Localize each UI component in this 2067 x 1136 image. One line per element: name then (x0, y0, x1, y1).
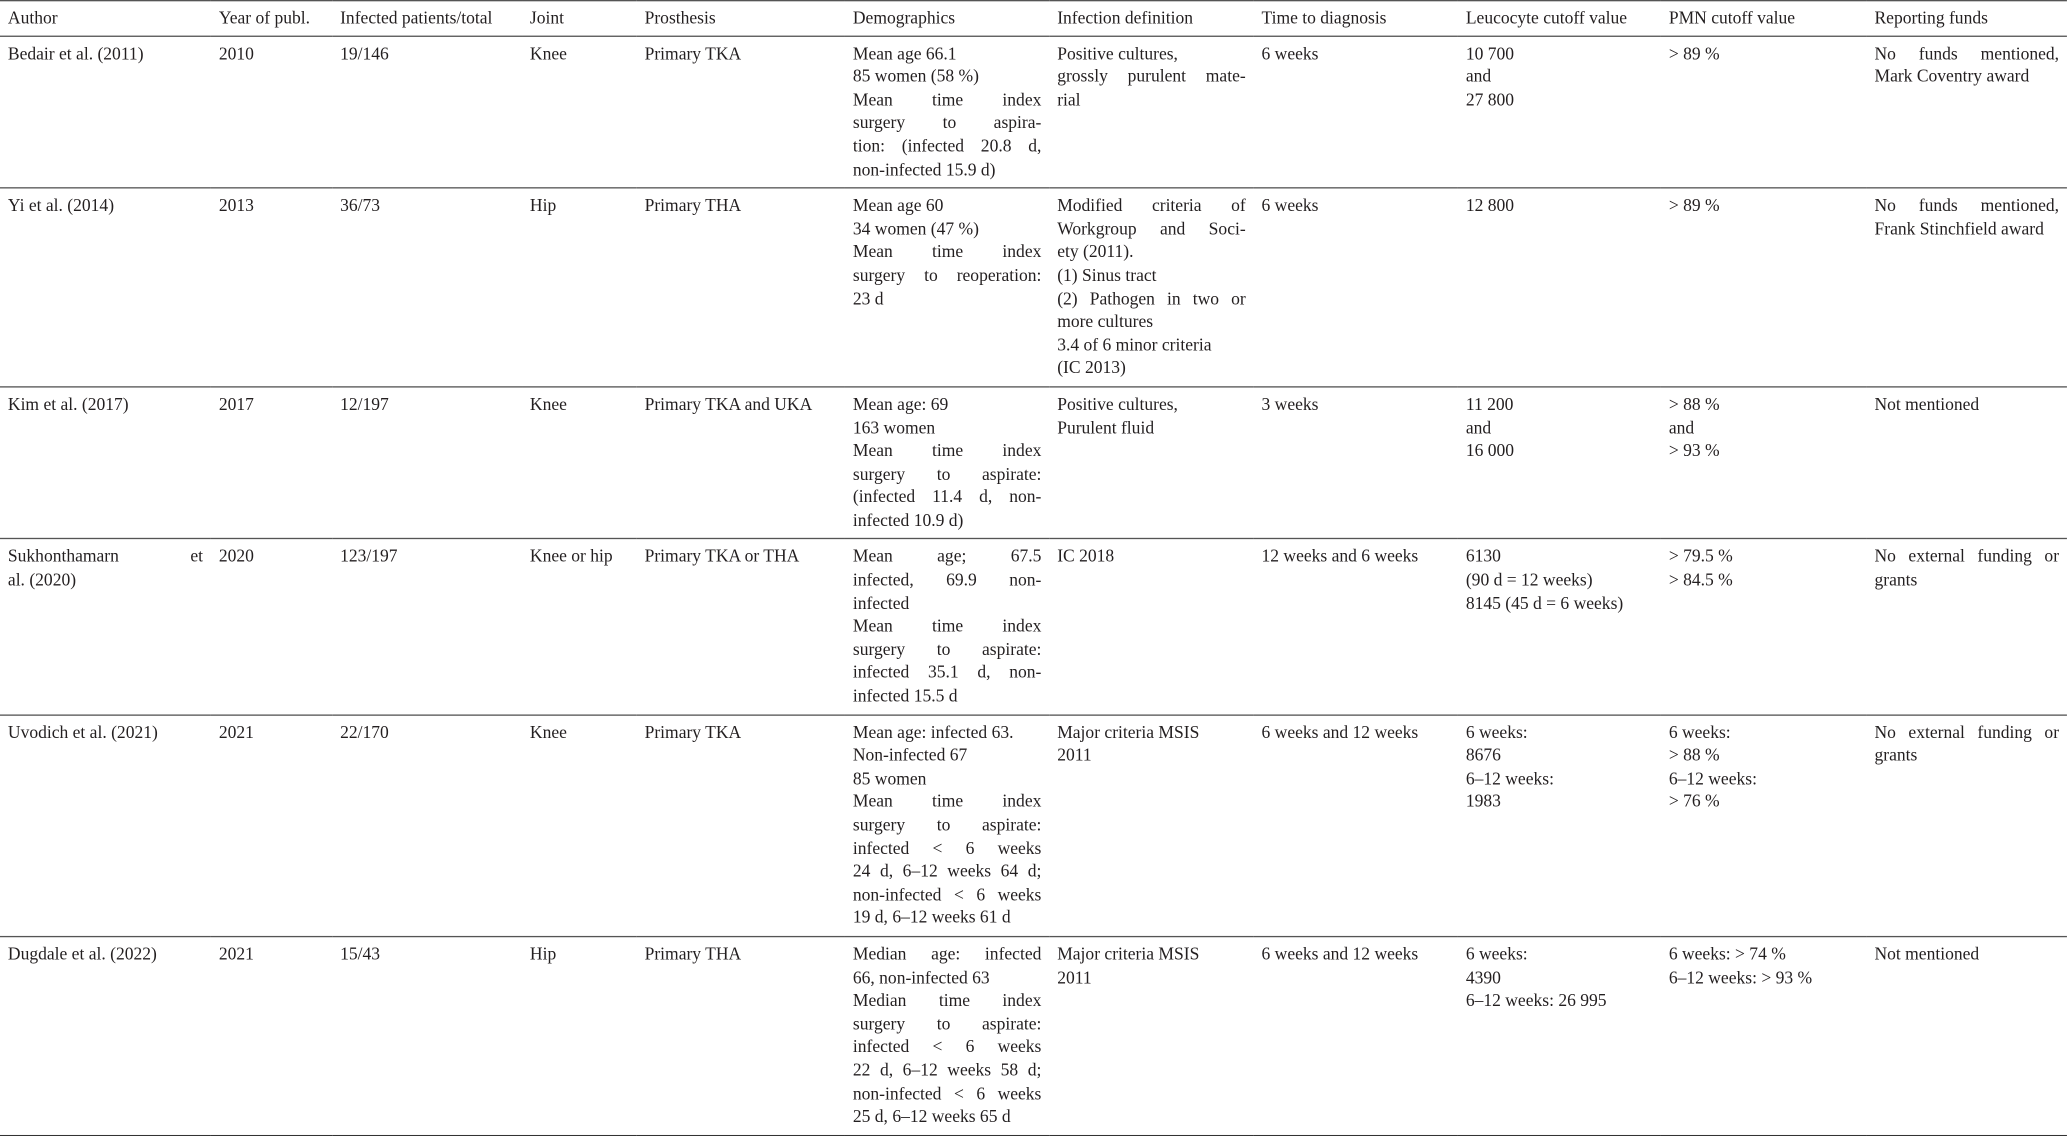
demographics-cell (845, 715, 1049, 937)
author-cell (0, 36, 211, 188)
column-header: Author (7, 7, 58, 28)
leucocyte-cutoff-cell (1458, 937, 1661, 1136)
cell-line: Mean age: infected 63. (852, 721, 1014, 742)
cell-text: Primary THA (644, 943, 742, 964)
cell-line: grossly purulent mate- (1057, 66, 1246, 86)
cell-line: Major criteria MSIS (1057, 721, 1200, 742)
cell-line: (infected 11.4 d, non- (852, 486, 1042, 507)
cell-line: 6 weeks: > 74 % (1668, 943, 1786, 964)
pmn-cutoff-cell (1661, 539, 1867, 715)
time-to-diagnosis-cell (1254, 539, 1458, 715)
cell-line: al. (2020) (7, 569, 77, 590)
prosthesis-cell (637, 36, 845, 188)
cell-line: 6130 (1465, 546, 1501, 567)
cell-line: No funds mentioned, (1874, 195, 2060, 216)
cell-line: Mean time index (852, 440, 1042, 461)
prosthesis-cell (637, 937, 845, 1136)
cell-text: Bedair et al. (2011) (7, 42, 144, 63)
demographics-cell (845, 387, 1049, 539)
cell-line: Mean age: 69 (852, 394, 949, 414)
cell-line: 6–12 weeks: > 93 % (1668, 966, 1813, 987)
table-row (0, 937, 2067, 1136)
year-cell (211, 715, 332, 937)
cell-line: > 88 % (1668, 394, 1720, 414)
joint-cell (522, 715, 637, 937)
leucocyte-cutoff-cell (1458, 36, 1661, 188)
cell-line: 2011 (1057, 745, 1092, 765)
cell-line: 23 d (852, 288, 884, 308)
cell-line: and (1465, 417, 1492, 437)
year-cell (211, 36, 332, 188)
demographics-cell (845, 539, 1049, 715)
column-header: Demographics (852, 7, 956, 28)
cell-line: Mean age 66.1 (852, 42, 957, 63)
cell-text: Knee (529, 721, 567, 742)
column-header: Time to diagnosis (1261, 7, 1387, 28)
cell-line: 85 women (58 %) (852, 66, 979, 86)
cell-text: 12/197 (340, 394, 389, 414)
reporting-funds-cell (1867, 36, 2067, 188)
column-header: Infection definition (1057, 7, 1194, 28)
cell-line: infected, 69.9 non- (852, 569, 1042, 590)
prosthesis-cell (637, 715, 845, 937)
table-row (0, 36, 2067, 188)
cell-text: 2020 (218, 546, 254, 567)
column-header: Infected patients/total (340, 7, 493, 28)
cell-line: 6 weeks (1261, 195, 1319, 216)
cell-line: 3.4 of 6 minor criteria (1057, 334, 1212, 355)
cell-line: surgery to aspirate: (852, 639, 1042, 659)
cell-text: 2010 (218, 42, 254, 63)
cell-line: Non-infected 67 (852, 745, 968, 765)
cell-line: 6–12 weeks: (1465, 768, 1554, 789)
cell-line: (90 d = 12 weeks) (1465, 569, 1593, 590)
joint-cell (522, 539, 637, 715)
cell-line: Not mentioned (1874, 943, 1980, 964)
cell-line: Median time index (852, 990, 1042, 1010)
year-cell (211, 937, 332, 1136)
cell-line: infected < 6 weeks (852, 837, 1042, 858)
cell-line: and (1465, 66, 1492, 86)
cell-line: surgery to aspira- (852, 112, 1042, 133)
cell-text: 19/146 (340, 42, 389, 63)
table-row (0, 715, 2067, 937)
reporting-funds-cell (1867, 188, 2067, 387)
cell-text: Primary TKA and UKA (644, 394, 813, 414)
year-cell (211, 188, 332, 387)
cell-line: 6 weeks: (1465, 721, 1528, 742)
cell-line: No funds mentioned, (1874, 42, 2060, 63)
cell-line: 25 d, 6–12 weeks 65 d (852, 1106, 1011, 1126)
cell-text: 2021 (218, 943, 254, 964)
cell-line: 22 d, 6–12 weeks 58 d; (852, 1059, 1042, 1080)
leucocyte-cutoff-cell (1458, 715, 1661, 937)
cell-text: 2017 (218, 394, 254, 414)
column-header: Prosthesis (644, 7, 716, 28)
prosthesis-cell (637, 539, 845, 715)
cell-text: Knee (529, 394, 567, 414)
cell-line: 2011 (1057, 966, 1092, 987)
infection-definition-cell (1049, 715, 1253, 937)
cell-line: 6 weeks: (1668, 721, 1731, 742)
cell-text: 22/170 (340, 721, 389, 742)
table-row (0, 539, 2067, 715)
time-to-diagnosis-cell (1254, 937, 1458, 1136)
column-header: PMN cutoff value (1668, 7, 1796, 28)
cell-text: Knee or hip (529, 546, 613, 567)
infected-total-cell (332, 937, 522, 1136)
demographics-cell (845, 188, 1049, 387)
cell-line: Purulent fluid (1057, 417, 1155, 437)
time-to-diagnosis-cell (1254, 188, 1458, 387)
cell-line: 6 weeks (1261, 42, 1319, 63)
time-to-diagnosis-cell (1254, 387, 1458, 539)
infected-total-cell (332, 539, 522, 715)
cell-line: > 89 % (1668, 42, 1720, 63)
cell-line: Mean time index (852, 791, 1042, 812)
author-cell (0, 715, 211, 937)
cell-line: 3 weeks (1261, 394, 1319, 414)
cell-text: Dugdale et al. (2022) (7, 943, 157, 964)
infection-definition-cell (1049, 36, 1253, 188)
cell-line: 24 d, 6–12 weeks 64 d; (852, 861, 1042, 881)
cell-line: Major criteria MSIS (1057, 943, 1200, 964)
cell-line: > 89 % (1668, 195, 1720, 216)
cell-line: 85 women (852, 768, 927, 789)
cell-line: > 79.5 % (1668, 546, 1733, 567)
cell-line: non-infected < 6 weeks (852, 884, 1042, 904)
cell-line: more cultures (1057, 311, 1154, 332)
column-header: Joint (529, 7, 565, 28)
joint-cell (522, 36, 637, 188)
pmn-cutoff-cell (1661, 937, 1867, 1136)
infection-definition-cell (1049, 387, 1253, 539)
infected-total-cell (332, 188, 522, 387)
cell-line: 6 weeks and 12 weeks (1261, 943, 1419, 964)
cell-text: 123/197 (340, 546, 398, 567)
infection-definition-cell (1049, 188, 1253, 387)
cell-text: Kim et al. (2017) (7, 394, 129, 414)
cell-text: Primary TKA or THA (644, 546, 800, 567)
pmn-cutoff-cell (1661, 36, 1867, 188)
cell-text: Hip (529, 195, 557, 216)
cell-line: (2) Pathogen in two or (1057, 288, 1246, 308)
cell-line: 19 d, 6–12 weeks 61 d (852, 907, 1011, 928)
cell-line: rial (1057, 89, 1081, 110)
cell-line: surgery to aspirate: (852, 463, 1042, 484)
cell-line: infected (852, 592, 910, 613)
pmn-cutoff-cell (1661, 387, 1867, 539)
author-cell (0, 539, 211, 715)
author-cell (0, 188, 211, 387)
cell-text: 2021 (218, 721, 254, 742)
joint-cell (522, 387, 637, 539)
table-row (0, 387, 2067, 539)
cell-line: 8145 (45 d = 6 weeks) (1465, 592, 1624, 613)
cell-line: 10 700 (1465, 42, 1515, 63)
year-cell (211, 387, 332, 539)
column-header: Reporting funds (1874, 7, 1988, 28)
author-cell (0, 387, 211, 539)
leucocyte-cutoff-cell (1458, 539, 1661, 715)
leucocyte-cutoff-cell (1458, 188, 1661, 387)
cell-line: 12 800 (1465, 195, 1515, 216)
infected-total-cell (332, 387, 522, 539)
reporting-funds-cell (1867, 539, 2067, 715)
cell-line: grants (1874, 569, 1918, 590)
cell-line: ety (2011). (1057, 241, 1134, 262)
time-to-diagnosis-cell (1254, 715, 1458, 937)
cell-line: infected 35.1 d, non- (852, 662, 1042, 683)
joint-cell (522, 937, 637, 1136)
cell-line: Mean time index (852, 89, 1042, 110)
infected-total-cell (332, 36, 522, 188)
cell-line: surgery to aspirate: (852, 1013, 1042, 1034)
cell-text: Uvodich et al. (2021) (7, 721, 158, 742)
infection-definition-cell (1049, 539, 1253, 715)
cell-line: 66, non-infected 63 (852, 966, 990, 987)
cell-line: and (1668, 417, 1695, 437)
cell-line: (IC 2013) (1057, 357, 1126, 378)
prosthesis-cell (637, 387, 845, 539)
cell-line: 1983 (1465, 791, 1501, 812)
reporting-funds-cell (1867, 387, 2067, 539)
cell-line: infected 10.9 d) (852, 509, 964, 530)
cell-line: 16 000 (1465, 440, 1515, 461)
cell-text: Primary TKA (644, 42, 742, 63)
column-header: Leucocyte cutoff value (1465, 7, 1628, 28)
cell-line: surgery to reoperation: (852, 264, 1042, 285)
cell-line: > 93 % (1668, 440, 1720, 461)
header-row (0, 1, 2067, 36)
leucocyte-cutoff-cell (1458, 387, 1661, 539)
cell-line: infected 15.5 d (852, 685, 958, 706)
cell-line: Positive cultures, (1057, 394, 1178, 414)
infection-definition-cell (1049, 937, 1253, 1136)
cell-line: Mean age; 67.5 (852, 546, 1042, 567)
cell-line: non-infected < 6 weeks (852, 1082, 1042, 1103)
cell-line: Mean time index (852, 615, 1042, 636)
cell-line: No external funding or (1874, 721, 2060, 742)
cell-line: 34 women (47 %) (852, 218, 979, 239)
cell-text: Primary TKA (644, 721, 742, 742)
cell-text: Primary THA (644, 195, 742, 216)
cell-line: 6–12 weeks: (1668, 768, 1757, 789)
demographics-cell (845, 937, 1049, 1136)
cell-line: 6 weeks and 12 weeks (1261, 721, 1419, 742)
cell-line: Not mentioned (1874, 394, 1980, 414)
joint-cell (522, 188, 637, 387)
cell-line: Positive cultures, (1057, 42, 1178, 63)
cell-text: 36/73 (340, 195, 381, 216)
reporting-funds-cell (1867, 715, 2067, 937)
cell-text: 15/43 (340, 943, 381, 964)
cell-line: Mark Coventry award (1874, 66, 2030, 86)
year-cell (211, 539, 332, 715)
cell-text: Hip (529, 943, 557, 964)
pmn-cutoff-cell (1661, 188, 1867, 387)
cell-line: No external funding or (1874, 546, 2060, 567)
cell-line: > 88 % (1668, 745, 1720, 765)
cell-line: Modified criteria of (1057, 195, 1246, 216)
cell-line: 4390 (1465, 966, 1501, 987)
column-header: Year of publ. (218, 7, 311, 28)
cell-line: 11 200 (1465, 394, 1514, 414)
reporting-funds-cell (1867, 937, 2067, 1136)
prosthesis-cell (637, 188, 845, 387)
cell-line: infected < 6 weeks (852, 1036, 1042, 1057)
cell-line: 27 800 (1465, 89, 1515, 110)
cell-text: 2013 (218, 195, 254, 216)
cell-line: 6–12 weeks: 26 995 (1465, 990, 1607, 1010)
cell-line: > 76 % (1668, 791, 1720, 812)
table-row (0, 188, 2067, 387)
cell-line: 6 weeks: (1465, 943, 1528, 964)
cell-line: (1) Sinus tract (1057, 264, 1157, 285)
cell-line: Median age: infected (852, 943, 1042, 964)
cell-line: tion: (infected 20.8 d, (852, 135, 1042, 156)
cell-line: non-infected 15.9 d) (852, 158, 996, 179)
cell-line: Sukhonthamarn et (7, 546, 204, 567)
cell-line: Frank Stinchfield award (1874, 218, 2044, 239)
cell-line: IC 2018 (1057, 546, 1115, 567)
cell-text: Knee (529, 42, 567, 63)
cell-line: Mean time index (852, 241, 1042, 262)
infected-total-cell (332, 715, 522, 937)
cell-line: Workgroup and Soci- (1057, 218, 1246, 239)
cell-text: Yi et al. (2014) (7, 195, 115, 216)
cell-line: 8676 (1465, 745, 1501, 765)
cell-line: surgery to aspirate: (852, 814, 1042, 835)
table-body (0, 36, 2067, 1136)
demographics-cell (845, 36, 1049, 188)
cell-line: 12 weeks and 6 weeks (1261, 546, 1419, 567)
cell-line: grants (1874, 745, 1918, 765)
cell-line: Mean age 60 (852, 195, 944, 216)
pmn-cutoff-cell (1661, 715, 1867, 937)
cell-line: > 84.5 % (1668, 569, 1733, 590)
cell-line: 163 women (852, 417, 936, 437)
time-to-diagnosis-cell (1254, 36, 1458, 188)
author-cell (0, 937, 211, 1136)
